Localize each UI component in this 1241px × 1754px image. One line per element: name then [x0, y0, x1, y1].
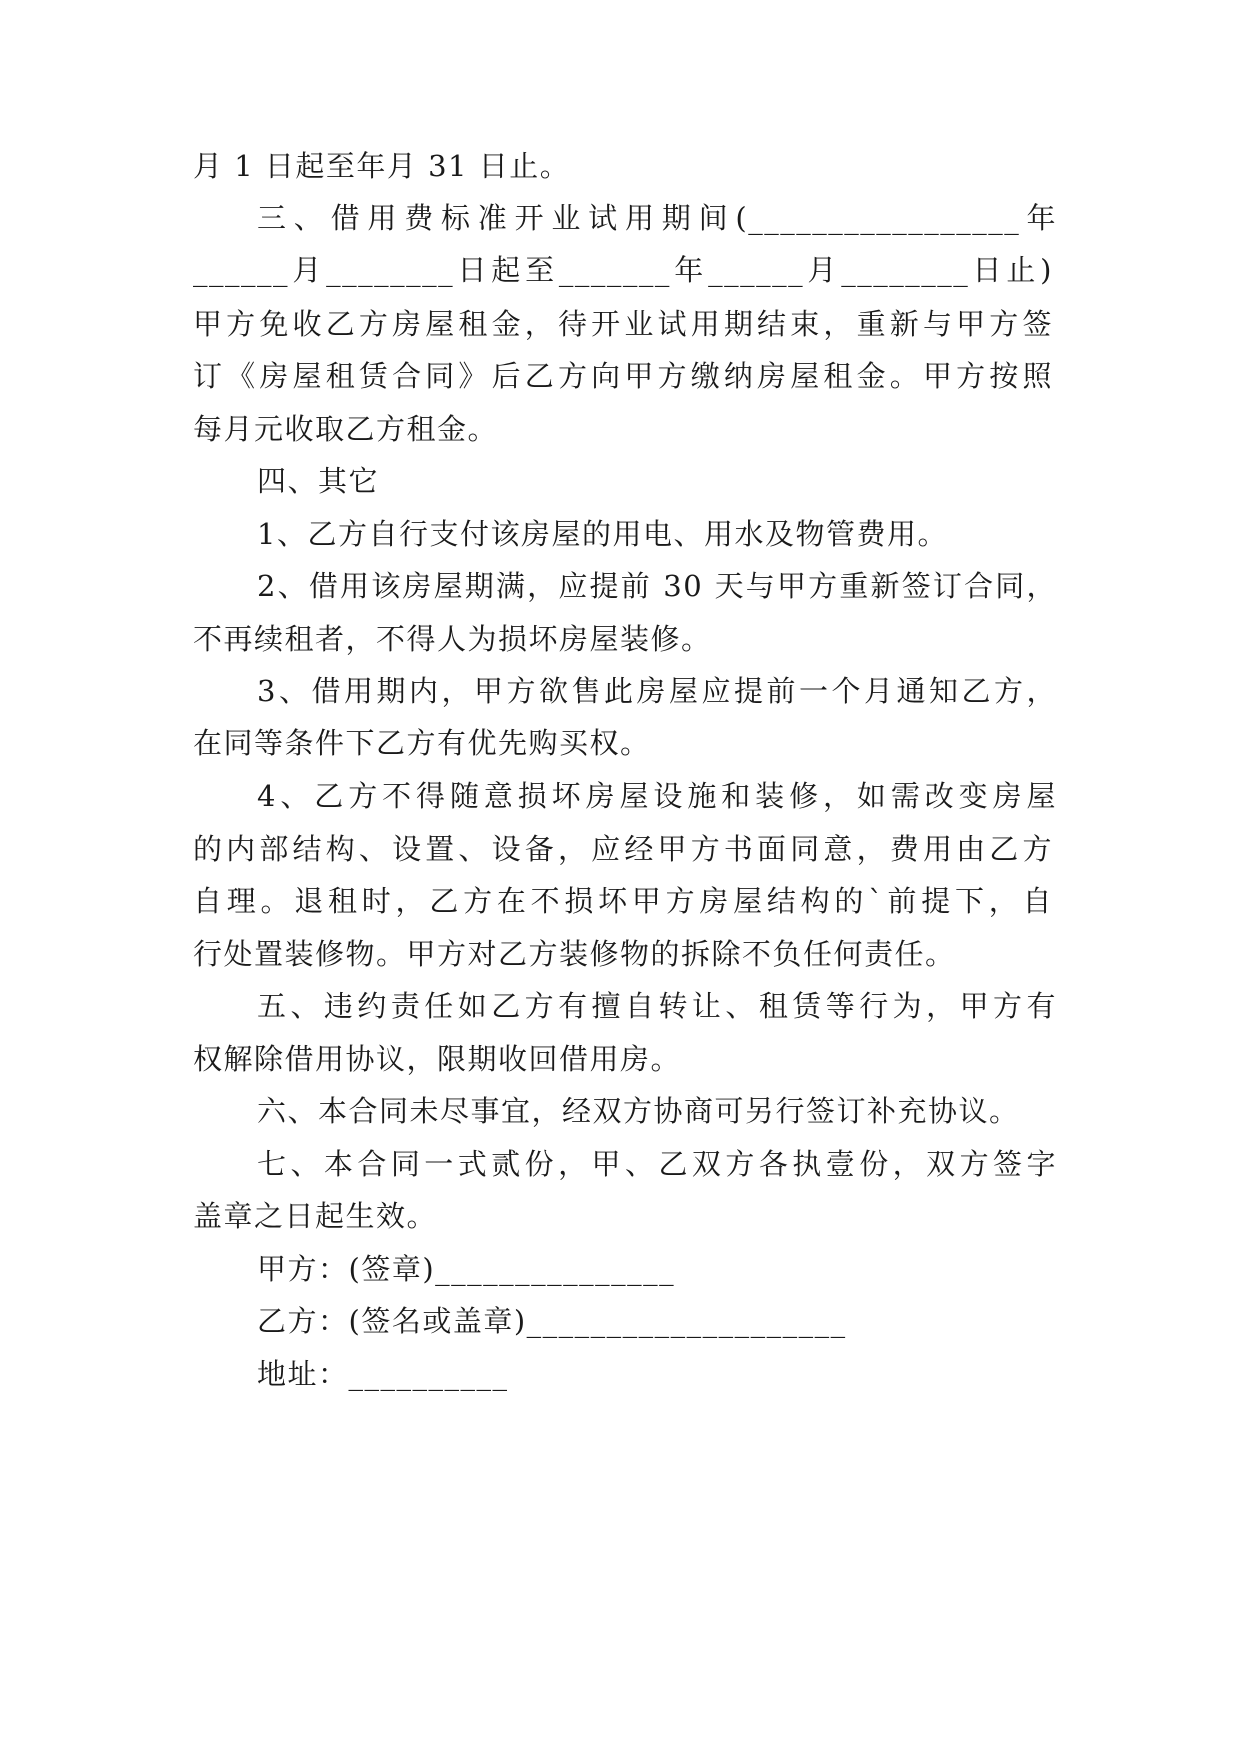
text-line-9: 2、借用该房屋期满，应提前 30 天与甲方重新签订合同， — [257, 569, 1057, 603]
text-line-15: 自理。退租时，乙方在不损坏甲方房屋结构的`前提下，自 — [193, 884, 1053, 918]
text-line-13: 4、乙方不得随意损坏房屋设施和装修，如需改变房屋 — [257, 779, 1057, 813]
text-line-1: 月 1 日起至年月 31 日止。 — [193, 149, 571, 183]
signature-party-b: 乙方：(签名或盖章)____________________ — [257, 1304, 847, 1338]
section-heading-other: 四、其它 — [257, 464, 380, 498]
text-line-3: ______月________日起至_______年______月________日止) — [193, 253, 1053, 287]
text-line-10: 不再续租者，不得人为损坏房屋装修。 — [193, 622, 712, 656]
text-line-16: 行处置装修物。甲方对乙方装修物的拆除不负任何责任。 — [193, 937, 956, 971]
text-line-11: 3、借用期内，甲方欲售此房屋应提前一个月通知乙方， — [257, 674, 1057, 708]
text-line-21: 盖章之日起生效。 — [193, 1199, 438, 1233]
text-line-14: 的内部结构、设置、设备，应经甲方书面同意，费用由乙方 — [193, 832, 1053, 866]
text-line-18: 权解除借用协议，限期收回借用房。 — [193, 1042, 682, 1076]
text-line-5: 订《房屋租赁合同》后乙方向甲方缴纳房屋租金。甲方按照 — [193, 359, 1053, 393]
text-line-8: 1、乙方自行支付该房屋的用电、用水及物管费用。 — [257, 517, 948, 551]
address-field: 地址：__________ — [257, 1357, 509, 1391]
text-line-20: 七、本合同一式贰份，甲、乙双方各执壹份，双方签字 — [257, 1147, 1057, 1181]
text-line-17: 五、违约责任如乙方有擅自转让、租赁等行为，甲方有 — [257, 989, 1057, 1023]
text-line-19: 六、本合同未尽事宜，经双方协商可另行签订补充协议。 — [257, 1094, 1020, 1128]
text-line-6: 每月元收取乙方租金。 — [193, 412, 499, 446]
text-line-12: 在同等条件下乙方有优先购买权。 — [193, 726, 651, 760]
text-line-4: 甲方免收乙方房屋租金，待开业试用期结束，重新与甲方签 — [193, 307, 1053, 341]
signature-party-a: 甲方：(签章)_______________ — [257, 1252, 676, 1286]
text-line-2: 三、借用费标准开业试用期间(_________________年 — [257, 201, 1057, 235]
